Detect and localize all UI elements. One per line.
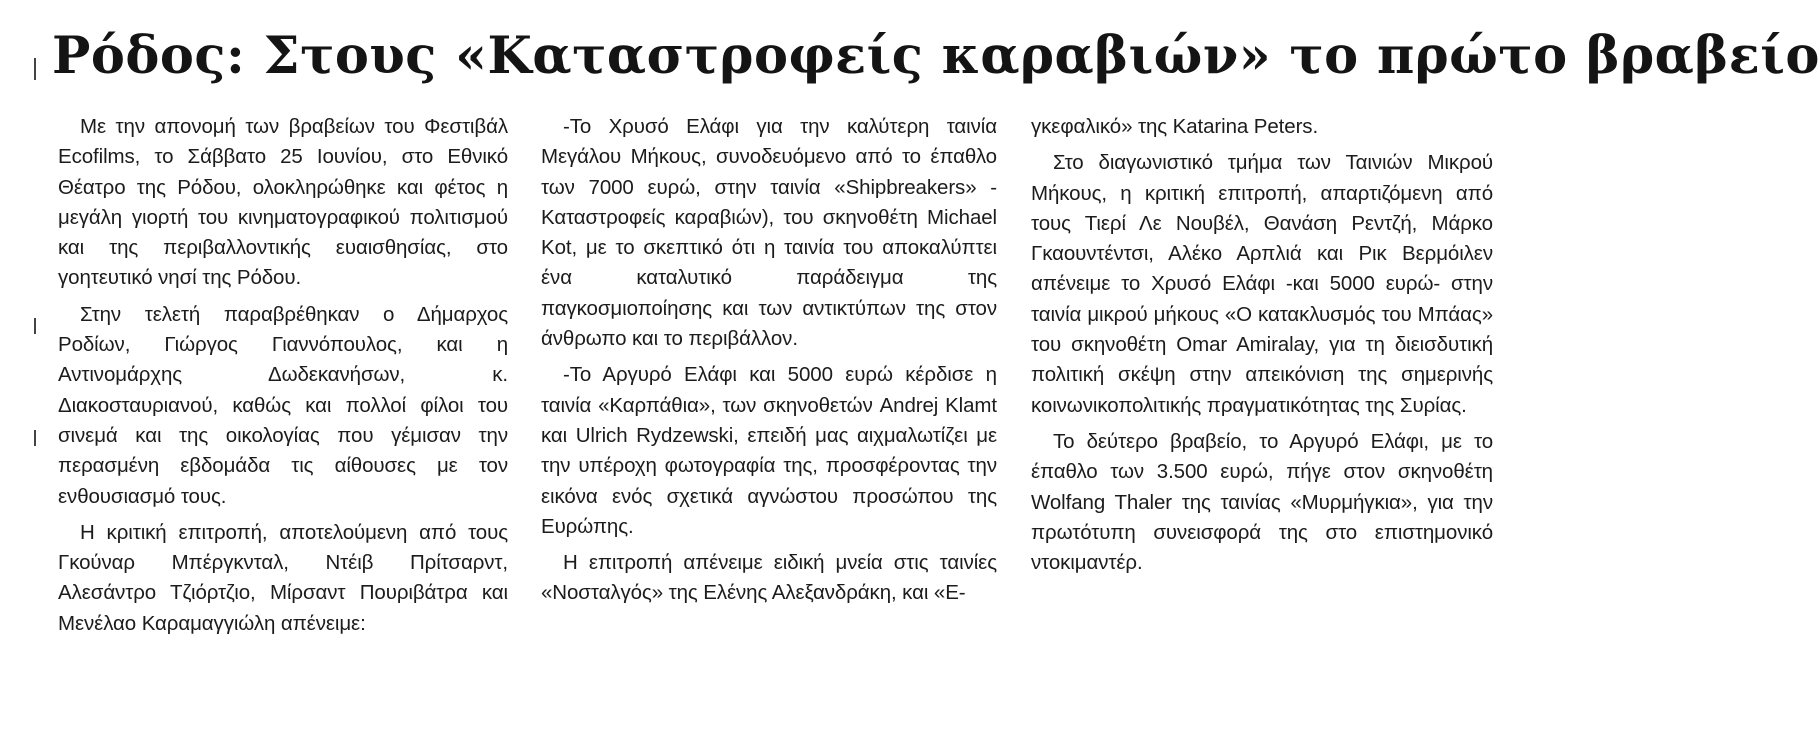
- paragraph: -Το Χρυσό Ελάφι για την καλύτερη ταινία Μεγάλου Μήκους, συνοδευόμενο από το έπαθλο των 7000 ευρώ, στην ταινία «Shipbreakers» - Καταστροφείς καραβιών), του σκηνοθέτη Michael Kot, με το σκεπτικό ότι η ταινία του αποκαλύπτει ένα καταλυτικό παράδειγμα της παγκοσμιοποίησης και των αντικτύπων της στον άνθρωπο και το περιβάλλον.: [541, 115, 997, 351]
- paragraph: Το δεύτερο βραβείο, το Αργυρό Ελάφι, με το έπαθλο των 3.500 ευρώ, πήγε στον σκηνοθέτη Wolfang Thaler της ταινίας «Μυρμήγκια», για την πρωτότυπη συνεισφορά της στο επιστημονικό ντοκιμαντέρ.: [1031, 429, 1493, 575]
- article-column-1: [58, 112, 508, 645]
- paragraph: Η κριτική επιτροπή, αποτελούμενη από τους Γκούναρ Μπέργκνταλ, Ντέιβ Πρίτσαρντ, Αλεσάντρο Τζιόρτζιο, Μίρσαντ Πουριβάτρα και Μενέλαο Καραμαγγιώλη απένειμε:: [58, 520, 508, 635]
- article-column-3: [1031, 112, 1493, 584]
- paragraph: -Το Αργυρό Ελάφι και 5000 ευρώ κέρδισε η ταινία «Καρπάθια», των σκηνοθετών Andrej Klamt και Ulrich Rydzewski, επειδή μας αιχμαλωτίζει με την υπέροχη φωτογραφία της, προσφέροντας την εικόνα ενός σχετικά αγνώστου προσώπου της Ευρώπης.: [541, 363, 997, 538]
- paragraph: Στο διαγωνιστικό τμήμα των Ταινιών Μικρού Μήκους, η κριτική επιτροπή, απαρτιζόμενη από τους Τιερί Λε Νουβέλ, Θανάση Ρεντζή, Μάρκο Γκαουντέντσι, Αλέκο Αρπλιά και Ρικ Βερμόιλεν απένειμε το Χρυσό Ελάφι -και 5000 ευρώ- στην ταινία μικρού μήκους «Ο κατακλυσμός του Μπάας» του σκηνοθέτη Omar Amiralay, για τη διεισδυτική πολιτική σκέψη στην απεικόνιση της σημερινής κοινωνικοπολιτικής πραγματικότητας της Συρίας.: [1031, 151, 1493, 417]
- paragraph: Η επιτροπή απένειμε ειδική μνεία στις ταινίες «Νοσταλγός» της Ελένης Αλεξανδράκη, και «Ε-: [541, 551, 997, 605]
- paragraph: Στην τελετή παραβρέθηκαν ο Δήμαρχος Ροδίων, Γιώργος Γιαννόπουλος, και η Αντινομάρχης Δωδεκανήσων, κ. Διακοσταυριανού, καθώς και πολλοί φίλοι του σινεμά και της οικολογίας που γέμισαν την περασμένη εβδομάδα τις αίθουσες με τον ενθουσιασμό τους.: [58, 302, 508, 508]
- paragraph: Με την απονομή των βραβείων του Φεστιβάλ Ecofilms, το Σάββατο 25 Ιουνίου, στο Εθνικό Θέατρο της Ρόδου, ολοκληρώθηκε και φέτος η μεγάλη γιορτή του κινηματογραφικού πολιτισμού και της περιβαλλοντικής ευαισθησίας, στο γοητευτικό νησί της Ρόδου.: [58, 115, 508, 290]
- article-headline: Ρόδος: Στους «Καταστροφείς καραβιών» το πρώτο βραβείο: [52, 26, 1820, 86]
- scan-mark: [34, 318, 36, 334]
- article-column-2: [541, 112, 997, 615]
- paragraph-continuation: γκεφαλικό» της Katarina Peters.: [1031, 115, 1319, 138]
- scan-mark: [34, 58, 36, 80]
- scan-mark: [34, 430, 36, 446]
